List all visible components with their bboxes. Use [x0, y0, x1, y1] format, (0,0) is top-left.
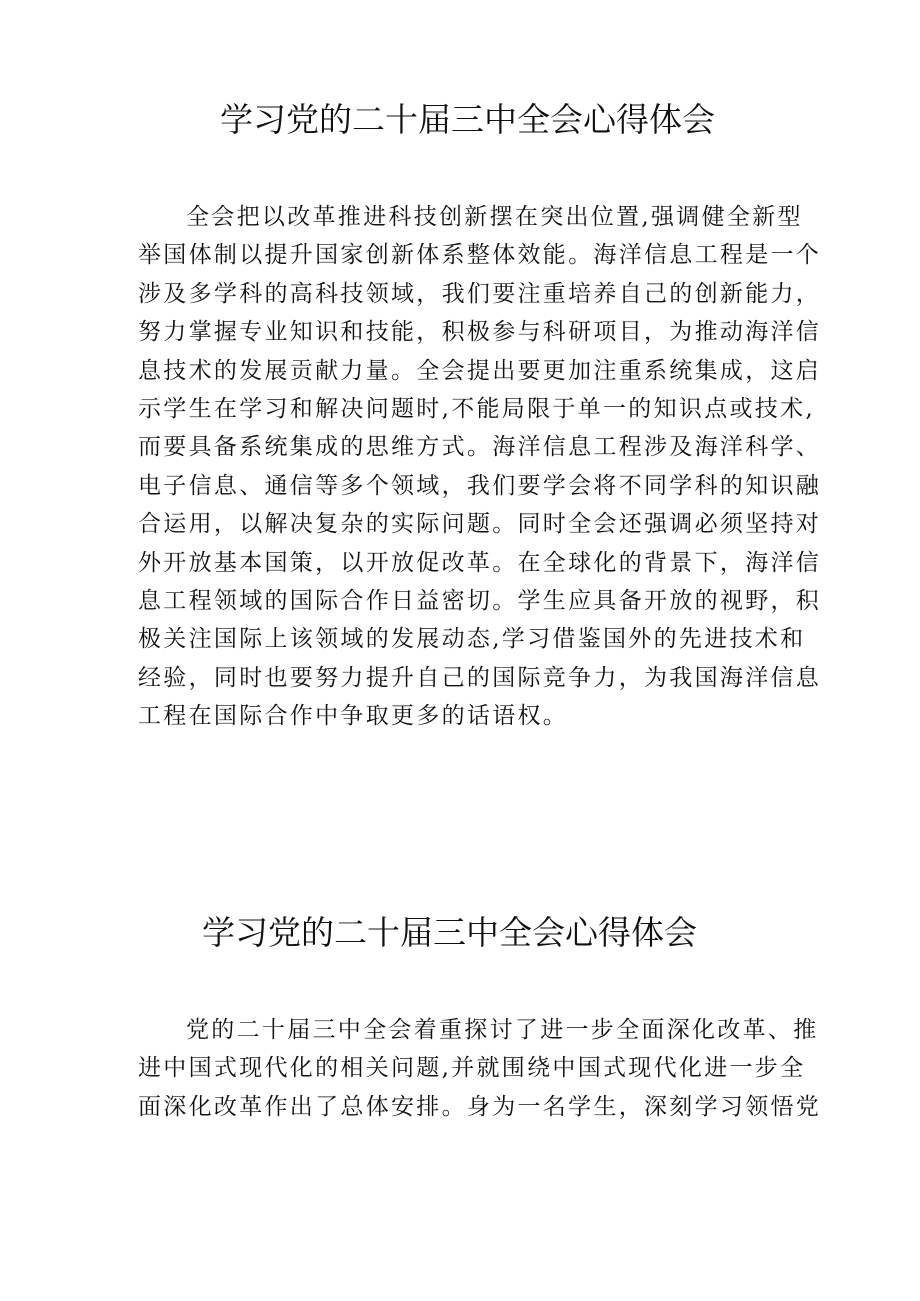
text-line: 合运用，以解决复杂的实际问题。同时全会还强调必须坚持对 [138, 511, 822, 538]
text-line: 息工程领域的国际合作日益密切。学生应具备开放的视野，积 [138, 587, 822, 614]
section-2-body [138, 1011, 822, 1126]
section-1-title: 学习党的二十届三中全会心得体会 [220, 100, 715, 139]
text-line: 面深化改革作出了总体安排。身为一名学生，深刻学习领悟党 [138, 1093, 822, 1120]
text-line: 示学生在学习和解决问题时,不能局限于单一的知识点或技术, [138, 395, 816, 422]
text-line: 经验，同时也要努力提升自己的国际竞争力，为我国海洋信息 [138, 664, 822, 691]
text-line: 息技术的发展贡献力量。全会提出要更加注重系统集成，这启 [138, 357, 822, 384]
text-line: 工程在国际合作中争取更多的话语权。 [138, 703, 569, 730]
text-line: 而要具备系统集成的思维方式。海洋信息工程涉及海洋科学、 [138, 434, 822, 461]
section-1-body [138, 198, 822, 735]
text-line: 涉及多学科的高科技领域，我们要注重培养自己的创新能力， [138, 280, 822, 307]
text-line: 外开放基本国策，以开放促改革。在全球化的背景下，海洋信 [138, 549, 822, 576]
text-line: 全会把以改革推进科技创新摆在突出位置,强调健全新型 [186, 204, 803, 230]
text-line: 极关注国际上该领域的发展动态,学习借鉴国外的先进技术和 [138, 626, 806, 653]
section-2-title: 学习党的二十届三中全会心得体会 [202, 913, 697, 952]
text-line: 举国体制以提升国家创新体系整体效能。海洋信息工程是一个 [138, 242, 822, 269]
text-line: 电子信息、通信等多个领域，我们要学会将不同学科的知识融 [138, 472, 822, 499]
text-line: 进中国式现代化的相关问题,并就围绕中国式现代化进一步全 [138, 1055, 806, 1082]
text-line: 努力掌握专业知识和技能，积极参与科研项目，为推动海洋信 [138, 319, 822, 346]
text-line: 党的二十届三中全会着重探讨了进一步全面深化改革、推 [186, 1017, 819, 1043]
